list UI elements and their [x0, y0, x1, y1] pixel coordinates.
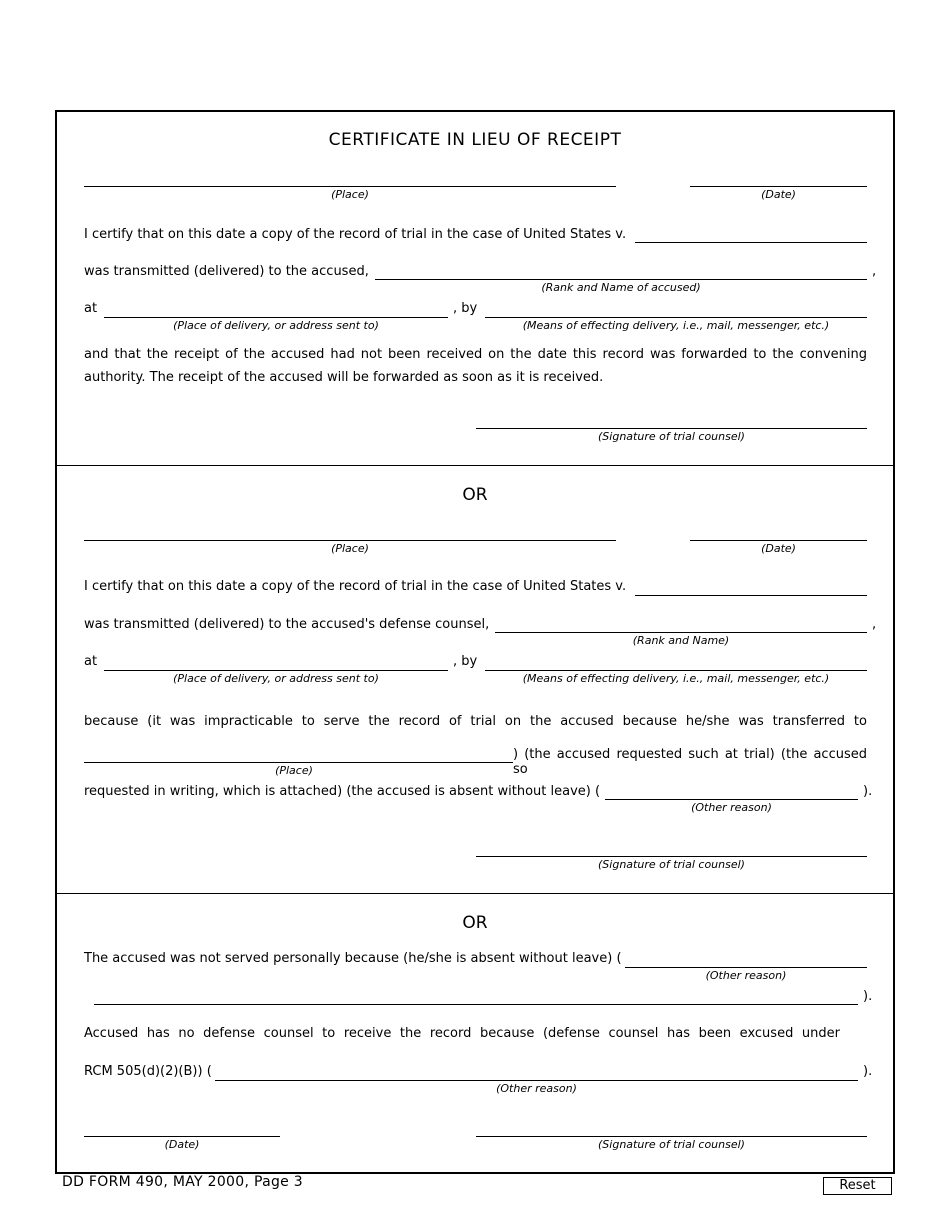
comma: ,: [872, 617, 877, 632]
close-paren: ).: [863, 1064, 873, 1079]
or-divider: OR: [462, 485, 488, 505]
not-served-text: The accused was not served personally because (he/she is absent without leave) (: [84, 951, 622, 966]
date-field-2[interactable]: [690, 540, 867, 541]
date-label: (Date): [761, 542, 796, 555]
signature-label: (Signature of trial counsel): [598, 1138, 745, 1151]
signature-field-3[interactable]: [476, 1136, 867, 1137]
signature-field-1[interactable]: [476, 428, 867, 429]
section-not-served: [57, 894, 893, 1172]
other-reason-label: (Other reason): [705, 969, 787, 982]
signature-label: (Signature of trial counsel): [598, 430, 745, 443]
form-title: CERTIFICATE IN LIEU OF RECEIPT: [328, 130, 622, 150]
other-reason-continuation-field[interactable]: [94, 1004, 858, 1005]
means-of-delivery-label: (Means of effecting delivery, i.e., mail, messenger, etc.): [522, 672, 830, 685]
section-defense-counsel: [57, 466, 893, 894]
place-of-delivery-label: (Place of delivery, or address sent to): [173, 672, 379, 685]
close-paren: ).: [863, 989, 873, 1004]
requested-writing-text: requested in writing, which is attached) (the accused is absent without leave) (: [84, 784, 601, 799]
date-label: (Date): [164, 1138, 200, 1151]
place-label: (Place): [331, 188, 369, 201]
united-states-v-field-1[interactable]: [635, 242, 867, 243]
date-label: (Date): [761, 188, 796, 201]
other-reason-label: (Other reason): [691, 801, 772, 814]
rcm-text: RCM 505(d)(2)(B)) (: [84, 1064, 212, 1079]
means-of-delivery-field-1[interactable]: [485, 317, 867, 318]
place-label: (Place): [331, 542, 369, 555]
united-states-v-field-2[interactable]: [635, 595, 867, 596]
no-counsel-text: Accused has no defense counsel to receive the record because (defense counsel has been excused under: [84, 1026, 840, 1041]
place-of-delivery-field-1[interactable]: [104, 317, 448, 318]
receipt-statement: and that the receipt of the accused had not been received on the date this record was forwarded to the convening authority. The receipt of the accused will be forwarded as soon as it is received.: [84, 347, 867, 385]
form-border: [55, 110, 895, 1174]
transmitted-text: was transmitted (delivered) to the accused,: [84, 264, 369, 279]
comma: ,: [872, 264, 877, 279]
place-of-delivery-label: (Place of delivery, or address sent to): [173, 319, 379, 332]
place-label: (Place): [275, 764, 313, 777]
section-certificate: [57, 112, 893, 466]
rank-name-label: (Rank and Name): [632, 634, 730, 647]
other-reason-field-1[interactable]: [605, 799, 858, 800]
place-of-delivery-field-2[interactable]: [104, 670, 448, 671]
certify-text: I certify that on this date a copy of the record of trial in the case of United States v.: [84, 579, 627, 594]
rank-name-field[interactable]: [495, 632, 867, 633]
place-field-2[interactable]: [84, 540, 616, 541]
by-text: , by: [453, 654, 478, 669]
because-text: because (it was impracticable to serve the record of trial on the accused because he/she was transferred to: [84, 714, 867, 729]
at-text: at: [84, 301, 98, 316]
other-reason-field-3[interactable]: [215, 1080, 858, 1081]
reset-button[interactable]: Reset: [823, 1177, 892, 1195]
requested-at-trial-text: ) (the accused requested such at trial) (the accused so: [513, 747, 867, 777]
by-text: , by: [453, 301, 478, 316]
transmitted-counsel-text: was transmitted (delivered) to the accused's defense counsel,: [84, 617, 490, 632]
means-of-delivery-label: (Means of effecting delivery, i.e., mail, messenger, etc.): [522, 319, 830, 332]
transferred-place-field[interactable]: [84, 762, 513, 763]
or-divider: OR: [462, 913, 488, 933]
close-paren: ).: [863, 784, 873, 799]
other-reason-field-2[interactable]: [625, 967, 867, 968]
rank-name-accused-field[interactable]: [375, 279, 867, 280]
date-field-3[interactable]: [84, 1136, 280, 1137]
signature-field-2[interactable]: [476, 856, 867, 857]
means-of-delivery-field-2[interactable]: [485, 670, 867, 671]
other-reason-label: (Other reason): [496, 1082, 577, 1095]
place-field-1[interactable]: [84, 186, 616, 187]
rank-name-accused-label: (Rank and Name of accused): [541, 281, 701, 294]
certify-text: I certify that on this date a copy of the record of trial in the case of United States v.: [84, 227, 627, 242]
signature-label: (Signature of trial counsel): [598, 858, 745, 871]
form-footer: DD FORM 490, MAY 2000, Page 3: [62, 1174, 304, 1190]
date-field-1[interactable]: [690, 186, 867, 187]
at-text: at: [84, 654, 98, 669]
